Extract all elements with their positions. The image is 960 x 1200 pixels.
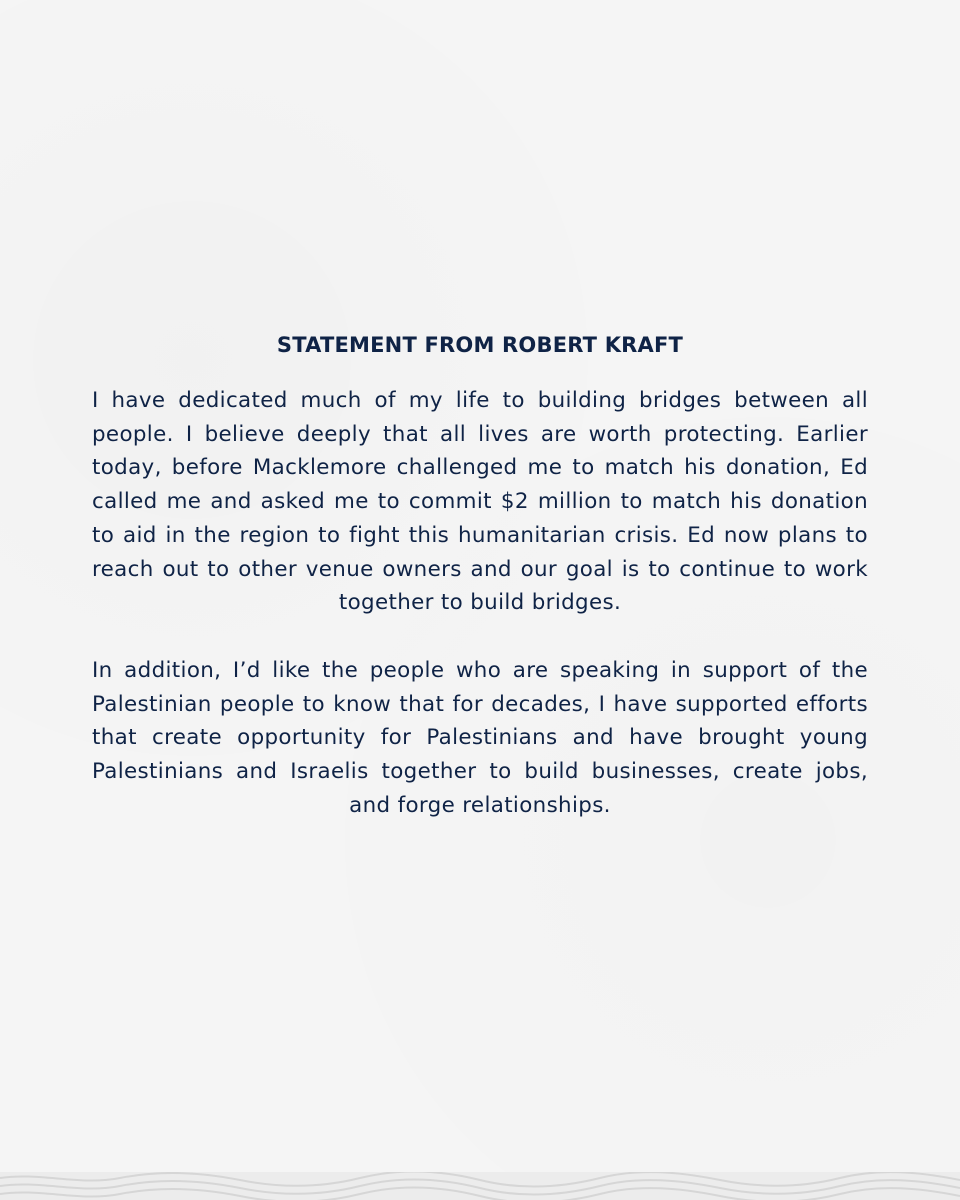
decorative-footer-pattern (0, 1172, 960, 1200)
statement-paragraph-2: In addition, I’d like the people who are speaking in support of the Palestinian people to know that for decades, I have supported efforts that create opportunity for Palestinians and have brought young Palestinians and Israelis together to build businesses, create jobs, and forge relationships. (92, 657, 868, 818)
statement-paragraph-1: I have dedicated much of my life to building bridges between all people. I believe deeply that all lives are worth protecting. Earlier today, before Macklemore challenged me to match his donation, Ed called me and asked me to commit $2 million to match his donation to aid in the region to fight this humanitarian crisis. Ed now plans to reach out to other venue owners and our goal is to continue to work together to build bridges. (92, 388, 868, 616)
statement-block (92, 328, 868, 822)
wave-pattern-icon (0, 1172, 960, 1200)
statement-title: STATEMENT FROM ROBERT KRAFT (276, 333, 684, 357)
